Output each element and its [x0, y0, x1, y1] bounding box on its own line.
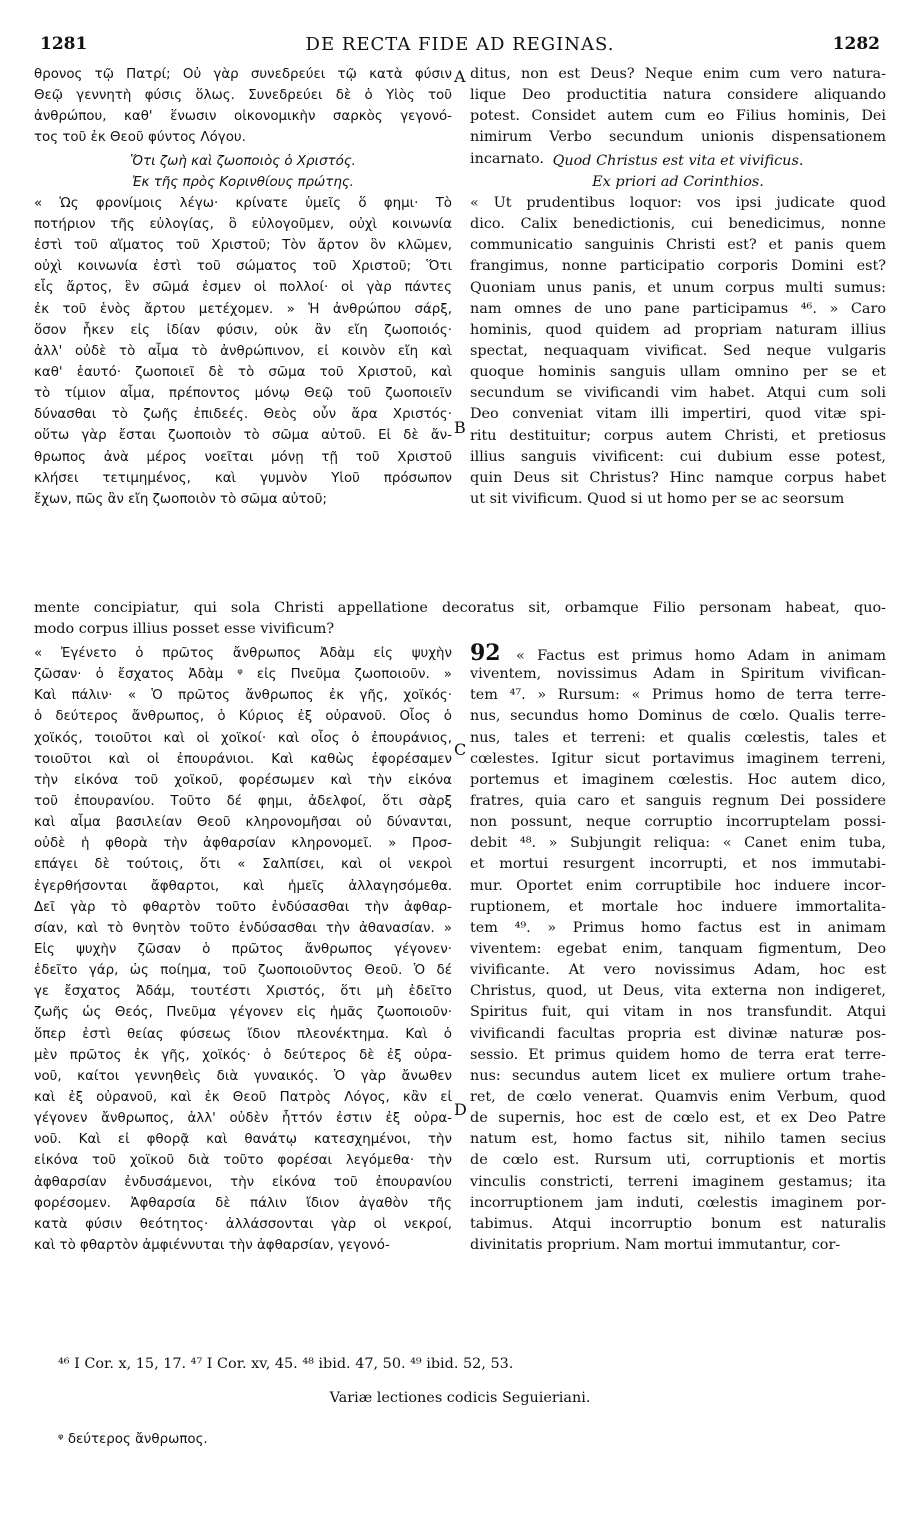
greek-text-line: ἐδεῖτο γάρ, ὡς ποίημα, τοῦ ζωοποιοῦντος Θεοῦ. Ὁ δέ — [34, 963, 452, 979]
latin-text-line: « Ut prudentibus loquor: vos ipsi judicate quod — [470, 194, 886, 211]
greek-text-line: Θεῷ γεννητὴ φύσις ὅλως. Συνεδρεύει δὲ ὁ Υἱὸς τοῦ — [34, 88, 452, 104]
latin-text-line: de cœlo est. Rursum uti, corruptionis et mortis — [470, 1152, 886, 1169]
latin-text-line: potest. Considet autem cum eo Filius hominis, Dei — [470, 108, 886, 125]
latin-text-line: nam omnes de uno pane participamus ⁴⁶. » Caro — [470, 300, 886, 317]
latin-text-line: tem ⁴⁹. » Primus homo factus est in animam — [470, 919, 886, 936]
latin-text-line: quoque hominis sanguis ullam omnino per se et — [470, 364, 886, 381]
running-title: DE RECTA FIDE AD REGINAS. — [305, 34, 615, 55]
margin-letter-a: A — [454, 67, 466, 86]
latin-text-line: mente concipiatur, qui sola Christi appellatione decoratus sit, orbamque Filio personam habeat, quo- — [34, 600, 886, 616]
greek-column — [34, 64, 452, 510]
latin-text-line: spectat, nequaquam vivificat. Sed neque vulgaris — [470, 342, 886, 359]
greek-text-line: φορέσομεν. Ἀφθαρσία δὲ πάλιν ἴδιον ἀγαθὸν τῆς — [34, 1195, 452, 1211]
latin-text-line: vivificandi facultas propria est divinæ naturæ pos- — [470, 1025, 886, 1042]
latin-text-line: et mortui resurgent incorrupti, et nos immutabi- — [470, 856, 886, 873]
latin-text-line: Quoniam unus panis, et unum corpus multi sumus: — [470, 279, 886, 296]
latin-text-line: non possunt, neque corruptio incorruptelam possi- — [470, 814, 886, 831]
latin-text-segment: « Factus est primus homo Adam in animam — [516, 648, 886, 664]
greek-text-line: « Ὡς φρονίμοις λέγω· κρίνατε ὑμεῖς ὅ φημι· Τὸ — [34, 195, 452, 211]
page-header — [40, 34, 880, 58]
latin-text-line: fratres, quia caro et sanguis regnum Dei possidere — [470, 792, 886, 809]
greek-text-line: « Ἐγένετο ὁ πρῶτος ἄνθρωπος Ἀδὰμ εἰς ψυχὴν — [34, 646, 452, 661]
latin-text-line: illius sanguis vivificent: cui dubium esse potest, — [470, 448, 886, 465]
greek-text-line: σίαν, καὶ τὸ θνητὸν τοῦτο ἐνδύσασθαι τὴν ἀθανασίαν. » — [34, 920, 452, 936]
right-column-number: 1282 — [832, 34, 880, 54]
latin-text-line: lique Deo productitia natura considere aliquando — [470, 87, 886, 104]
greek-text-line: οὕτω γὰρ ἔσται ζωοποιὸν τὸ σῶμα αὐτοῦ. Εἰ δὲ ἄν- — [34, 428, 452, 444]
latin-text-line: tabimus. Atqui incorruptio bonum est naturalis — [470, 1215, 886, 1232]
greek-text-line: ὁ δεύτερος ἄνθρωπος, ὁ Κύριος ἐξ οὐρανοῦ. Οἷος ὁ — [34, 709, 452, 725]
latin-text-line: ut sit vivificum. Quod si ut homo per se ac seorsum — [470, 490, 845, 507]
greek-text-line: ἐστὶ τοῦ αἵματος τοῦ Χριστοῦ; Τὸν ἄρτον ὃν κλῶμεν, — [34, 238, 452, 254]
variant-reading: ᵠ δεύτερος ἄνθρωπος. — [58, 1432, 208, 1447]
greek-column-lower — [34, 643, 452, 1256]
greek-text-line: καὶ τὸ φθαρτὸν ἀμφιέννυται τὴν ἀφθαρσίαν, γεγονό- — [34, 1237, 390, 1253]
greek-text-line: μὲν πρῶτος ἐκ γῆς, χοϊκός· ὁ δεύτερος δὲ ἐξ οὐρα- — [34, 1047, 452, 1063]
greek-text-line: οὐδὲ ἡ φθορὰ τὴν ἀφθαρσίαν κληρονομεῖ. » Προσ- — [34, 836, 452, 852]
latin-text-line: viventem, novissimus Adam in Spiritum vivifican- — [470, 666, 886, 683]
latin-text-line: divinitatis proprium. Nam mortui immutantur, cor- — [470, 1236, 841, 1253]
latin-text-line: vivificante. At vero novissimus Adam, hoc est — [470, 962, 886, 979]
greek-text-line: ὅσον ἧκεν εἰς ἰδίαν φύσιν, οὐκ ἂν εἴη ζωοποιός· — [34, 322, 452, 338]
latin-text-line: secundum se vivificandi vim habet. Atqui cum soli — [470, 385, 886, 402]
latin-subheading: Ex priori ad Corinthios. — [592, 173, 764, 190]
greek-text-line: καὶ ἐξ οὐρανοῦ, καὶ ἐκ Θεοῦ Πατρὸς Λόγος, κἂν εἰ — [34, 1089, 452, 1105]
latin-text-line: Deo conveniat vitam illi impertiri, quod vitæ spi- — [470, 406, 886, 423]
greek-text-line: γέγονεν ἄνθρωπος, ἀλλ' οὐδὲν ἧττόν ἐστιν ἐξ οὐρα- — [34, 1111, 452, 1127]
latin-text-line: incarnato. — [470, 150, 545, 167]
latin-text-line: mur. Oportet enim corruptibile hoc induere incor- — [470, 877, 886, 894]
greek-text-line: ἐγερθήσονται ἄφθαρτοι, καὶ ἡμεῖς ἀλλαγησόμεθα. — [34, 878, 452, 894]
greek-text-line: θρονος τῷ Πατρί; Οὐ γὰρ συνεδρεύει τῷ κατὰ φύσιν — [34, 67, 452, 82]
latin-text-line: ditus, non est Deus? Neque enim cum vero natura- — [470, 66, 886, 82]
greek-subheading: Ἐκ τῆς πρὸς Κορινθίους πρώτης. — [132, 174, 354, 190]
latin-text-line: viventem: egebat enim, tanquam figmentum, Deo — [470, 940, 886, 957]
latin-text-line: debit ⁴⁸. » Subjungit reliqua: « Canet enim tuba, — [470, 835, 886, 852]
greek-text-line: ζωῆς ὡς Θεός, Πνεῦμα γέγονεν εἰς ἡμᾶς ζωοποιοῦν· — [34, 1005, 452, 1021]
latin-text-line: vinculis constricti, terreni imaginem gestamus; ita — [470, 1173, 886, 1190]
greek-text-line: επάγει δὲ τούτοις, ὅτι « Σαλπίσει, καὶ οἱ νεκροὶ — [34, 857, 452, 873]
latin-heading: Quod Christus est vita et vivificus. — [552, 152, 804, 169]
greek-text-line: νοῦ, καίτοι γεννηθεὶς διὰ γυναικός. Ὁ γὰρ ἄνωθεν — [34, 1068, 452, 1084]
paragraph-number: 92 — [470, 643, 517, 665]
greek-text-line: ἐκ τοῦ ἑνὸς ἄρτου μετέχομεν. » Ἡ ἀνθρώπου σάρξ, — [34, 301, 452, 317]
greek-text-line: ὅπερ ἐστὶ θείας φύσεως ἴδιον πλεονέκτημα. Καὶ ὁ — [34, 1026, 452, 1042]
latin-text-line: ret, de cœlo venerat. Quamvis enim Verbum, quod — [470, 1088, 886, 1105]
latin-text-line: tem ⁴⁷. » Rursum: « Primus homo de terra terre- — [470, 687, 886, 704]
greek-heading: Ὅτι ζωὴ καὶ ζωοποιὸς ὁ Χριστός. — [130, 153, 356, 169]
margin-letter-b: B — [454, 418, 466, 437]
latin-text-line: Christus, quod, ut Deus, vita externa non indigeret, — [470, 983, 886, 1000]
latin-text-line: nus: secundus autem licet ex muliere ortum trahe- — [470, 1067, 886, 1084]
greek-text-line: τοῦ ἐπουρανίου. Τοῦτο δέ φημι, ἀδελφοί, ὅτι σὰρξ — [34, 793, 452, 809]
margin-letter-c: C — [454, 740, 467, 759]
latin-text-line: cœlestes. Igitur sicut portavimus imaginem terreni, — [470, 750, 886, 767]
greek-text-line: τοιοῦτοι καὶ οἱ ἐπουράνιοι. Καὶ καθὼς ἐφορέσαμεν — [34, 751, 452, 767]
greek-text-line: νοῦ. Καὶ εἰ φθορᾷ καὶ θανάτῳ κατεσχημένοι, τὴν — [34, 1132, 452, 1148]
greek-text-line: τὴν εἰκόνα τοῦ χοϊκοῦ, φορέσωμεν καὶ τὴν εἰκόνα — [34, 772, 452, 788]
greek-text-line: Εἰς ψυχὴν ζῶσαν ὁ πρῶτος ἄνθρωπος γέγονεν· — [34, 941, 452, 957]
latin-column-lower — [470, 643, 886, 1256]
greek-text-line: οὐχὶ κοινωνία ἐστὶ τοῦ σώματος τοῦ Χριστοῦ; Ὅτι — [34, 259, 452, 275]
latin-text-line: ritu destituitur; corpus autem Christi, et pretiosus — [470, 427, 886, 444]
latin-text-line: dico. Calix benedictionis, cui benedicimus, nonne — [470, 216, 886, 233]
latin-text-line: quin Deus sit Christus? Hinc namque corpus habet — [470, 469, 886, 486]
latin-text-line: ruptionem, et mortale hoc induere immortalita- — [470, 898, 886, 915]
variae-heading: Variæ lectiones codicis Seguieriani. — [329, 1390, 591, 1406]
greek-text-line: κλήσει τετιμημένος, καὶ γυμνὸν Υἱοῦ πρόσωπον — [34, 470, 452, 486]
latin-text-line: nimirum Verbo secundum unionis dispensationem — [470, 129, 886, 146]
greek-text-line: ἀνθρώπου, καθ' ἕνωσιν οἰκονομικὴν σαρκὸς γεγονό- — [34, 109, 452, 125]
greek-text-line: τος τοῦ ἐκ Θεοῦ φύντος Λόγου. — [34, 130, 246, 146]
greek-text-line: δύνασθαι τὸ ζωῆς ἐπιδεές. Θεὸς οὖν ἄρα Χριστός· — [34, 407, 452, 423]
latin-column — [470, 64, 886, 510]
latin-text-line: frangimus, nonne participatio corporis Domini est? — [470, 258, 886, 275]
greek-text-line: εἰκόνα τοῦ χοϊκοῦ διὰ τοῦτο φορέσαι λεγόμεθα· τὴν — [34, 1153, 452, 1169]
greek-text-line: ἔχων, πῶς ἂν εἴη ζωοποιὸν τὸ σῶμα αὐτοῦ; — [34, 491, 327, 507]
greek-text-line: Δεῖ γὰρ τὸ φθαρτὸν τοῦτο ἐνδύσασθαι τὴν ἀφθαρ- — [34, 899, 452, 915]
latin-text-line: hominis, quod quidem ad propriam naturam illius — [470, 321, 886, 338]
greek-text-line: καὶ αἷμα βασιλείαν Θεοῦ κληρονομῆσαι οὐ δύνανται, — [34, 815, 452, 831]
latin-text-line: sessio. Et primus quidem homo de terra erat terre- — [470, 1046, 886, 1063]
greek-text-line: καθ' ἑαυτό· ζωοποιεῖ δὲ τὸ σῶμα τοῦ Χριστοῦ, καὶ — [34, 364, 452, 380]
greek-text-line: κατὰ φύσιν θεότητος· ἀλλάσσονται γὰρ οἱ νεκροί, — [34, 1216, 452, 1232]
latin-text-line: portemus et imaginem cœlestis. Hoc autem dico, — [470, 771, 886, 788]
footnotes: ⁴⁶ I Cor. x, 15, 17. ⁴⁷ I Cor. xv, 45. ⁴⁸ ibid. 47, 50. ⁴⁹ ibid. 52, 53. — [58, 1356, 514, 1372]
greek-text-line: εἷς ἄρτος, ἓν σῶμά ἐσμεν οἱ πολλοί· οἱ γὰρ πάντες — [34, 280, 452, 296]
greek-text-line: Καὶ πάλιν· « Ὁ πρῶτος ἄνθρωπος ἐκ γῆς, χοϊκός· — [34, 688, 452, 704]
full-width-text — [34, 598, 886, 640]
latin-text-line: communicatio sanguinis Christi est? et panis quem — [470, 237, 886, 254]
greek-text-line: ζῶσαν· ὁ ἔσχατος Ἀδὰμ ᵠ εἰς Πνεῦμα ζωοποιοῦν. » — [34, 667, 452, 683]
latin-text-line: de supernis, hoc est de cœlo est, et ex Deo Patre — [470, 1110, 886, 1127]
greek-text-line: ἀφθαρσίαν ἐνδυσάμενοι, τὴν εἰκόνα τοῦ ἐπουρανίου — [34, 1174, 452, 1190]
margin-letter-d: D — [454, 1100, 467, 1119]
latin-text-line — [470, 643, 886, 664]
greek-text-line: ποτήριον τῆς εὐλογίας, ὃ εὐλογοῦμεν, οὐχὶ κοινωνία — [34, 216, 452, 232]
latin-text-line: modo corpus illius posset esse vivificum? — [34, 621, 335, 638]
left-column-number: 1281 — [40, 34, 88, 54]
greek-text-line: τὸ τίμιον αἷμα, πρέποντος μόνῳ Θεῷ τοῦ ζωοποιεῖν — [34, 386, 452, 402]
greek-text-line: γε ἔσχατος Ἀδάμ, τουτέστι Χριστός, ὅτι μὴ ἐδεῖτο — [34, 984, 452, 1000]
greek-text-line: χοϊκός, τοιοῦτοι καὶ οἱ χοϊκοί· καὶ οἷος ὁ ἐπουράνιος, — [34, 730, 452, 746]
latin-text-line: incorruptionem jam induti, cœlestis imaginem por- — [470, 1194, 886, 1211]
latin-text-line: nus, tales et terreni: et qualis cœlestis, tales et — [470, 729, 886, 746]
latin-text-line: nus, secundus homo Dominus de cœlo. Qualis terre- — [470, 708, 886, 725]
greek-text-line: ἀλλ' οὐδὲ τὸ αἷμα τὸ ἀνθρώπινον, εἰ κοινὸν εἴη καὶ — [34, 343, 452, 359]
latin-text-line: natum est, homo factus sit, nihilo tamen secius — [470, 1131, 886, 1148]
latin-text-line: Spiritus fuit, qui vitam in nos transfundit. Atqui — [470, 1004, 886, 1021]
greek-text-line: θρωπος ἀνὰ μέρος νοεῖται μόνῃ τῇ τοῦ Χριστοῦ — [34, 449, 452, 465]
